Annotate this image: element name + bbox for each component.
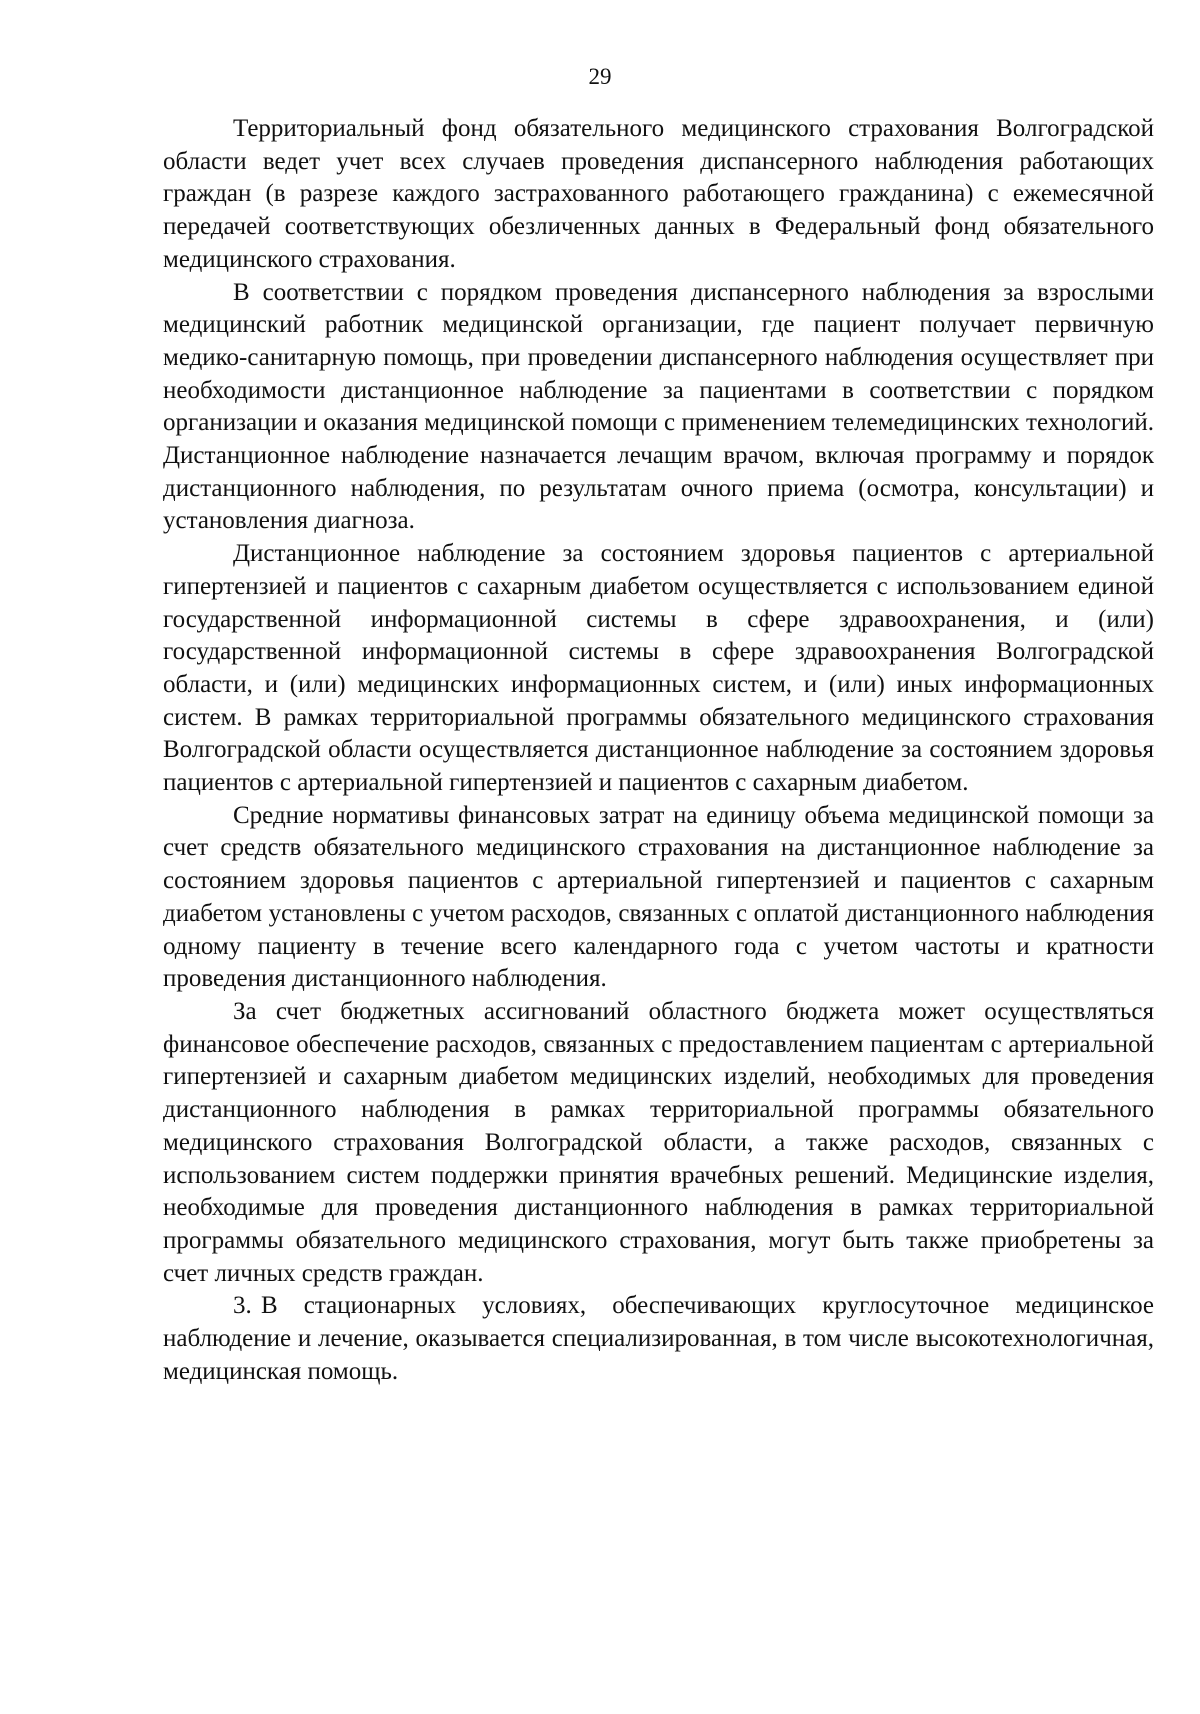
paragraph-remote-monitoring-procedure: В соответствии с порядком проведения диспансерного наблюдения за взрослыми медицинский работник медицинской организации, где пациент получает первичную медико-санитарную помощь, при проведении диспансерного наблюдения осуществляет при необходимости дистанционное наблюдение за пациентами в соответствии с порядком организации и оказания медицинской помощи с применением телемедицинских технологий. Дистанционное наблюдение назначается лечащим врачом, включая программу и порядок дистанционного наблюдения, по результатам очного приема (осмотра, консультации) и установления диагноза.: [163, 278, 1154, 535]
page-number: 29: [588, 64, 612, 89]
paragraph-regional-budget: За счет бюджетных ассигнований областного бюджета может осуществляться финансовое обеспечение расходов, связанных с предоставлением пациентам с артериальной гипертензией и сахарным диабетом медицинских изделий, необходимых для проведения дистанционного наблюдения в рамках территориальной программы обязательного медицинского страхования Волгоградской области, а также расходов, связанных с использованием систем поддержки принятия врачебных решений. Медицинские изделия, необходимые для проведения дистанционного наблюдения в рамках территориальной программы обязательного медицинского страхования, могут быть также приобретены за счет личных средств граждан.: [163, 997, 1154, 1287]
paragraph-inpatient-text: В стационарных условиях, обеспечивающих круглосуточное медицинское наблюдение и лечение, оказывается специализированная, в том числе высокотехнологичная, медицинская помощь.: [163, 1292, 1154, 1385]
paragraph-tfoms-accounting: Территориальный фонд обязательного медицинского страхования Волгоградской области ведет учет всех случаев проведения диспансерного наблюдения работающих граждан (в разрезе каждого застрахованного работающего гражданина) с ежемесячной передачей соответствующих обезличенных данных в Федеральный фонд обязательного медицинского страхования.: [163, 115, 1154, 273]
paragraph-inpatient-care: [163, 1290, 1154, 1388]
paragraph-number: 3.: [233, 1292, 252, 1320]
paragraph-financial-standards: Средние нормативы финансовых затрат на единицу объема медицинской помощи за счет средств обязательного медицинского страхования на дистанционное наблюдение за состоянием здоровья пациентов с артериальной гипертензией и пациентов с сахарным диабетом установлены с учетом расходов, связанных с оплатой дистанционного наблюдения одному пациенту в течение всего календарного года с учетом частоты и кратности проведения дистанционного наблюдения.: [163, 801, 1154, 993]
document-body: [163, 113, 1154, 1388]
paragraph-remote-monitoring-systems: Дистанционное наблюдение за состоянием здоровья пациентов с артериальной гипертензией и пациентов с сахарным диабетом осуществляется с использованием единой государственной информационной системы в сфере здравоохранения, и (или) государственной информационной системы в сфере здравоохранения Волгоградской области, и (или) медицинских информационных систем, и (или) иных информационных систем. В рамках территориальной программы обязательного медицинского страхования Волгоградской области осуществляется дистанционное наблюдение за состоянием здоровья пациентов с артериальной гипертензией и пациентов с сахарным диабетом.: [163, 540, 1154, 797]
